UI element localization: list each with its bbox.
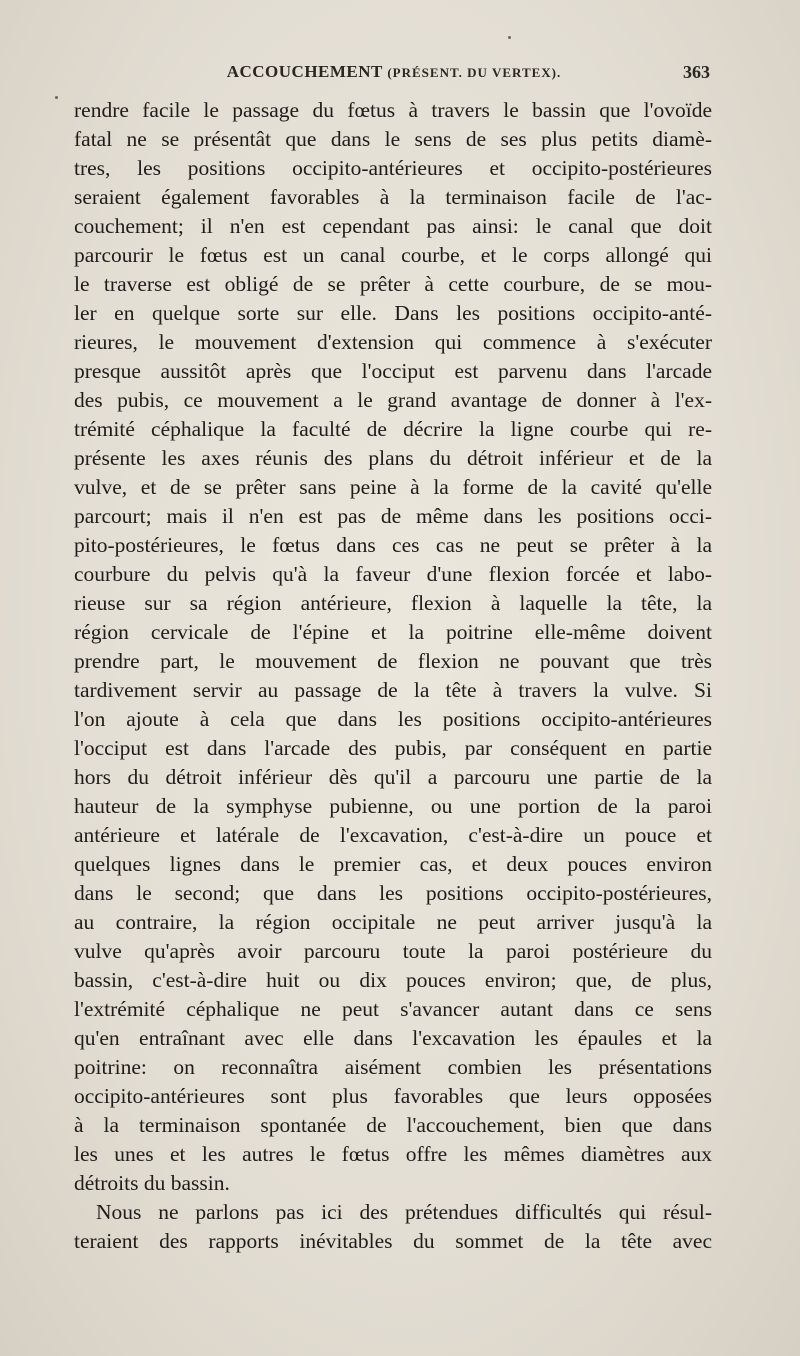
text-line: au contraire, la région occipitale ne peut arriver jusqu'à la [74,910,712,934]
running-title-sub: (PRÉSENT. DU VERTEX). [387,65,562,80]
text-line: poitrine: on reconnaîtra aisément combien les présentations [74,1055,712,1079]
text-line: dans le second; que dans les positions occipito-postérieures, [74,881,712,905]
text-line: tres, les positions occipito-antérieures et occipito-postérieures [74,156,712,180]
text-line: trémité céphalique la faculté de décrire la ligne courbe qui re- [74,417,712,441]
text-line: hors du détroit inférieur dès qu'il a parcouru une partie de la [74,765,712,789]
text-line: les unes et les autres le fœtus offre les mêmes diamètres aux [74,1142,712,1166]
ink-speck [508,36,511,39]
text-line: l'extrémité céphalique ne peut s'avancer autant dans ce sens [74,997,712,1021]
running-title-main: ACCOUCHEMENT [226,62,383,81]
text-line: occipito-antérieures sont plus favorables que leurs opposées [74,1084,712,1108]
body-text [74,96,712,1256]
text-line: hauteur de la symphyse pubienne, ou une portion de la paroi [74,794,712,818]
paragraph-2 [74,1198,712,1256]
text-line: seraient également favorables à la terminaison facile de l'ac- [74,185,712,209]
text-line: vulve qu'après avoir parcouru toute la paroi postérieure du [74,939,712,963]
text-line: fatal ne se présentât que dans le sens de ses plus petits diamè- [74,127,712,151]
text-line: quelques lignes dans le premier cas, et deux pouces environ [74,852,712,876]
page-number: 363 [683,62,710,82]
running-header [74,62,714,88]
text-line: presque aussitôt après que l'occiput est parvenu dans l'arcade [74,359,712,383]
text-line: couchement; il n'en est cependant pas ainsi: le canal que doit [74,214,712,238]
text-line: parcourir le fœtus est un canal courbe, et le corps allongé qui [74,243,712,267]
text-line: des pubis, ce mouvement a le grand avantage de donner à l'ex- [74,388,712,412]
running-title [74,62,714,82]
text-line: antérieure et latérale de l'excavation, c'est-à-dire un pouce et [74,823,712,847]
text-line: rendre facile le passage du fœtus à travers le bassin que l'ovoïde [74,98,712,122]
text-line: bassin, c'est-à-dire huit ou dix pouces environ; que, de plus, [74,968,712,992]
text-line: rieures, le mouvement d'extension qui commence à s'exécuter [74,330,712,354]
text-line: présente les axes réunis des plans du détroit inférieur et de la [74,446,712,470]
text-line: l'occiput est dans l'arcade des pubis, par conséquent en partie [74,736,712,760]
paragraph-1 [74,96,712,1198]
text-line: le traverse est obligé de se prêter à cette courbure, de se mou- [74,272,712,296]
text-line: courbure du pelvis qu'à la faveur d'une flexion forcée et labo- [74,562,712,586]
text-line: tardivement servir au passage de la tête à travers la vulve. Si [74,678,712,702]
text-line: Nous ne parlons pas ici des prétendues difficultés qui résul- [96,1200,712,1224]
text-line: l'on ajoute à cela que dans les positions occipito-antérieures [74,707,712,731]
text-line: prendre part, le mouvement de flexion ne pouvant que très [74,649,712,673]
text-line: qu'en entraînant avec elle dans l'excavation les épaules et la [74,1026,712,1050]
ink-speck [55,96,58,99]
text-line: teraient des rapports inévitables du sommet de la tête avec [74,1229,712,1253]
text-line: à la terminaison spontanée de l'accouchement, bien que dans [74,1113,712,1137]
text-line: rieuse sur sa région antérieure, flexion à laquelle la tête, la [74,591,712,615]
text-line: pito-postérieures, le fœtus dans ces cas ne peut se prêter à la [74,533,712,557]
text-line: vulve, et de se prêter sans peine à la forme de la cavité qu'elle [74,475,712,499]
text-line: parcourt; mais il n'en est pas de même dans les positions occi- [74,504,712,528]
text-line: région cervicale de l'épine et la poitrine elle-même doivent [74,620,712,644]
text-line: ler en quelque sorte sur elle. Dans les positions occipito-anté- [74,301,712,325]
text-line: détroits du bassin. [74,1171,230,1195]
